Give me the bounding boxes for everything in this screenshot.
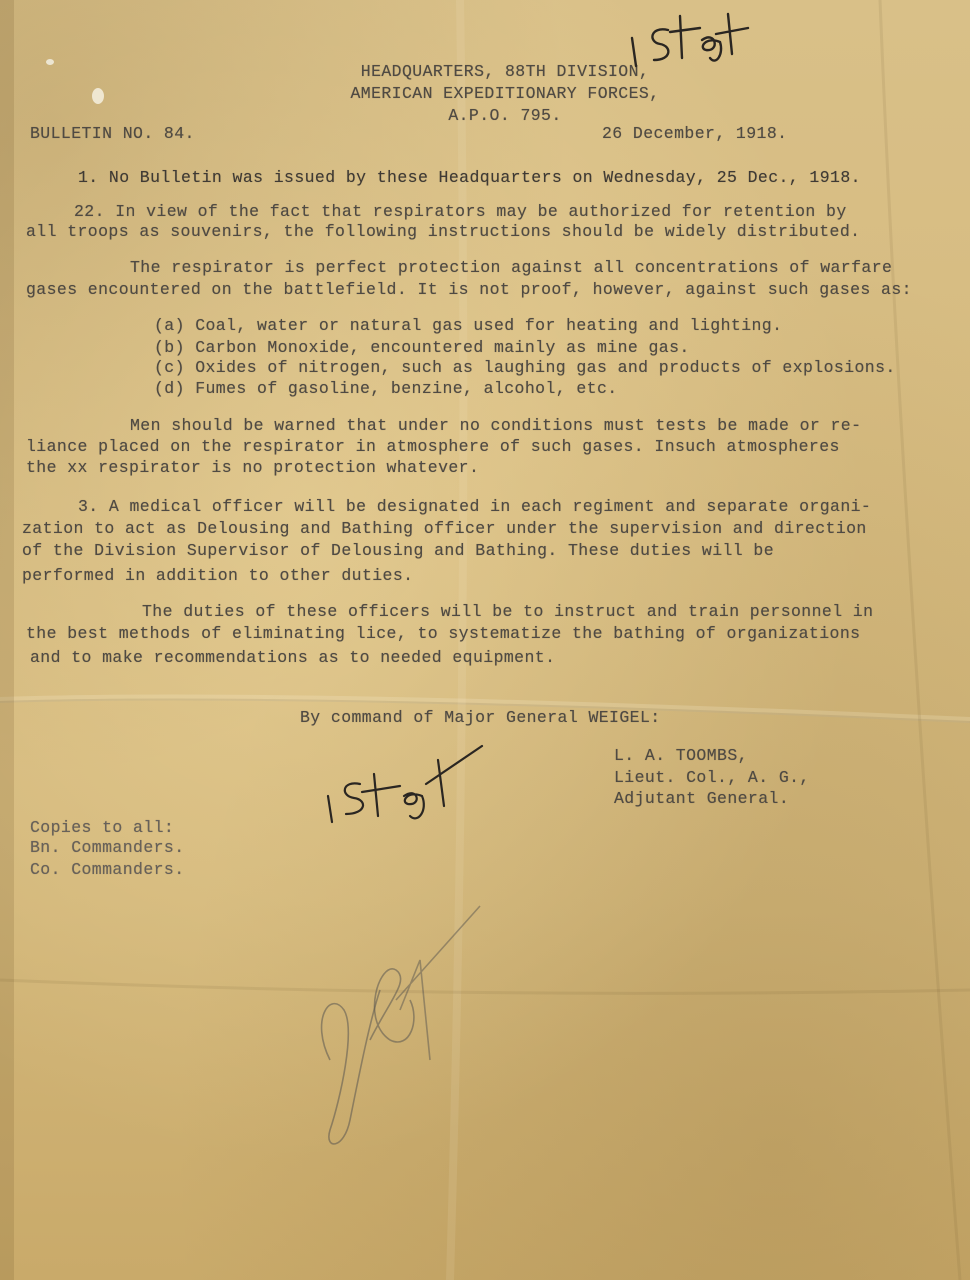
handwritten-top-right xyxy=(620,8,760,68)
paragraph-6-line-1: The duties of these officers will be to instruct and train personnel in xyxy=(142,602,874,621)
paragraph-3-line-1: The respirator is perfect protection against all concentrations of warfare xyxy=(130,258,893,277)
paragraph-6-line-3: and to make recommendations as to needed equipment. xyxy=(30,648,556,667)
list-item-b: (b) Carbon Monoxide, encountered mainly as mine gas. xyxy=(154,338,690,357)
faint-pencil-initials xyxy=(300,900,500,1160)
bulletin-date: 26 December, 1918. xyxy=(602,124,788,143)
signatory-title: Adjutant General. xyxy=(614,789,790,808)
paragraph-1: 1. No Bulletin was issued by these Headquarters on Wednesday, 25 Dec., 1918. xyxy=(78,168,861,187)
paragraph-5-line-4: performed in addition to other duties. xyxy=(22,566,414,585)
paragraph-5-line-1: 3. A medical officer will be designated in each regiment and separate organi- xyxy=(78,497,872,516)
paragraph-4-line-1: Men should be warned that under no conditions must tests be made or re- xyxy=(130,416,862,435)
paragraph-3-line-2: gases encountered on the battlefield. It is not proof, however, against such gases as: xyxy=(26,280,912,299)
header-line-1: HEADQUARTERS, 88TH DIVISION, xyxy=(360,62,650,81)
paragraph-2-line-2: all troops as souvenirs, the following instructions should be widely distributed. xyxy=(26,222,861,241)
paragraph-5-line-2: zation to act as Delousing and Bathing officer under the supervision and direction xyxy=(22,519,867,538)
copies-heading: Copies to all: xyxy=(30,818,175,837)
header-line-2: AMERICAN EXPEDITIONARY FORCES, xyxy=(350,84,660,103)
signatory-rank: Lieut. Col., A. G., xyxy=(614,768,810,787)
paragraph-2-line-1: 22. In view of the fact that respirators may be authorized for retention by xyxy=(74,202,847,221)
copies-line-2: Bn. Commanders. xyxy=(30,838,185,857)
copies-line-3: Co. Commanders. xyxy=(30,860,185,879)
paragraph-5-line-3: of the Division Supervisor of Delousing and Bathing. These duties will be xyxy=(22,541,775,560)
list-item-c: (c) Oxides of nitrogen, such as laughing gas and products of explosions. xyxy=(154,358,896,377)
signatory-name: L. A. TOOMBS, xyxy=(614,746,748,765)
handwritten-signature-middle xyxy=(318,740,488,830)
list-item-d: (d) Fumes of gasoline, benzine, alcohol, etc. xyxy=(154,379,618,398)
header-line-3: A.P.O. 795. xyxy=(448,106,562,125)
command-line: By command of Major General WEIGEL: xyxy=(300,708,661,727)
paragraph-6-line-2: the best methods of eliminating lice, to systematize the bathing of organizations xyxy=(26,624,861,643)
paragraph-4-line-3: the xx respirator is no protection whatever. xyxy=(26,458,480,477)
paragraph-4-line-2: liance placed on the respirator in atmosphere of such gases. Insuch atmospheres xyxy=(26,437,840,456)
list-item-a: (a) Coal, water or natural gas used for heating and lighting. xyxy=(154,316,783,335)
bulletin-number: BULLETIN NO. 84. xyxy=(30,124,195,143)
